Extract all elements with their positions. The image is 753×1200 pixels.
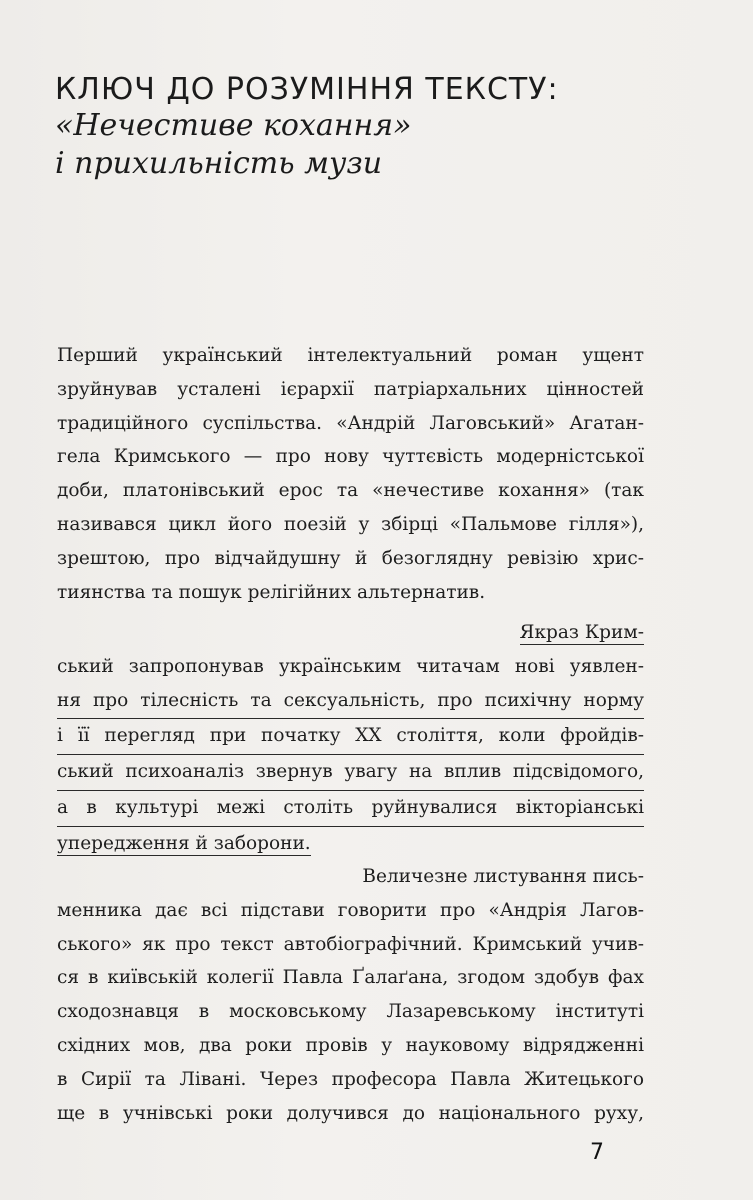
text-line: традиційного суспільства. «Андрій Лаговський» Агатан- xyxy=(57,412,644,434)
text-line: гела Кримського — про нову чуттєвість модерністської xyxy=(57,446,644,468)
text-line: ся в київській колегії Павла Ґалаґана, згодом здобув фах xyxy=(57,967,644,989)
text-line: в Сирії та Лівані. Через професора Павла Житецького xyxy=(57,1068,644,1090)
underlined-text-line: ня про тілесність та сексуальність, про психічну норму xyxy=(57,684,644,720)
underlined-text-line: ський психоаналіз звернув увагу на вплив підсвідомого, xyxy=(57,755,644,791)
text-line: східних мов, два роки провів у науковому відрядженні xyxy=(57,1034,644,1056)
text-line xyxy=(57,616,644,650)
paragraph-1 xyxy=(57,339,644,609)
page-number: 7 xyxy=(590,1140,604,1165)
text-line: сходознавця в московському Лазаревському інституті xyxy=(57,1001,644,1023)
paragraph-2-underlined xyxy=(57,616,644,861)
text-line: доби, платонівський ерос та «нечестиве кохання» (так xyxy=(57,480,644,502)
text-line: Величезне листування пись- xyxy=(362,866,644,887)
underlined-text: упередження й заборони. xyxy=(57,832,311,854)
heading-subtitle-line2: і прихильність музи xyxy=(55,145,383,181)
text-line: Перший український інтелектуальний роман ущент xyxy=(57,345,644,366)
heading-subtitle-line1: «Нечестиве кохання» xyxy=(55,108,412,144)
heading-title: КЛЮЧ ДО РОЗУМІННЯ ТЕКСТУ: xyxy=(55,72,559,107)
text-line: зруйнував усталені ієрархії патріархальних цінностей xyxy=(57,378,644,400)
text-line: ще в учнівські роки долучився до національного руху, xyxy=(57,1102,644,1124)
paragraph-3 xyxy=(57,860,644,1130)
text-line: називався цикл його поезій у збірці «Пальмове гілля»), xyxy=(57,513,644,535)
text-line: зрештою, про відчайдушну й безоглядну ревізію хрис- xyxy=(57,547,644,569)
text-line: тиянства та пошук релігійних альтернатив. xyxy=(57,581,486,603)
text-line: ського» як про текст автобіографічний. Кримський учив- xyxy=(57,933,644,955)
text-line: менника дає всі підстави говорити про «Андрія Лагов- xyxy=(57,899,644,921)
underlined-text-line: а в культурі межі століть руйнувалися вікторіанські xyxy=(57,791,644,827)
text-line xyxy=(57,827,644,861)
text-line: ський запропонував українським читачам нові уявлен- xyxy=(57,655,644,677)
underlined-text: Якраз Крим- xyxy=(519,622,644,643)
underlined-text-line: і її перегляд при початку XX століття, коли фройдів- xyxy=(57,719,644,755)
chapter-heading xyxy=(55,72,695,182)
